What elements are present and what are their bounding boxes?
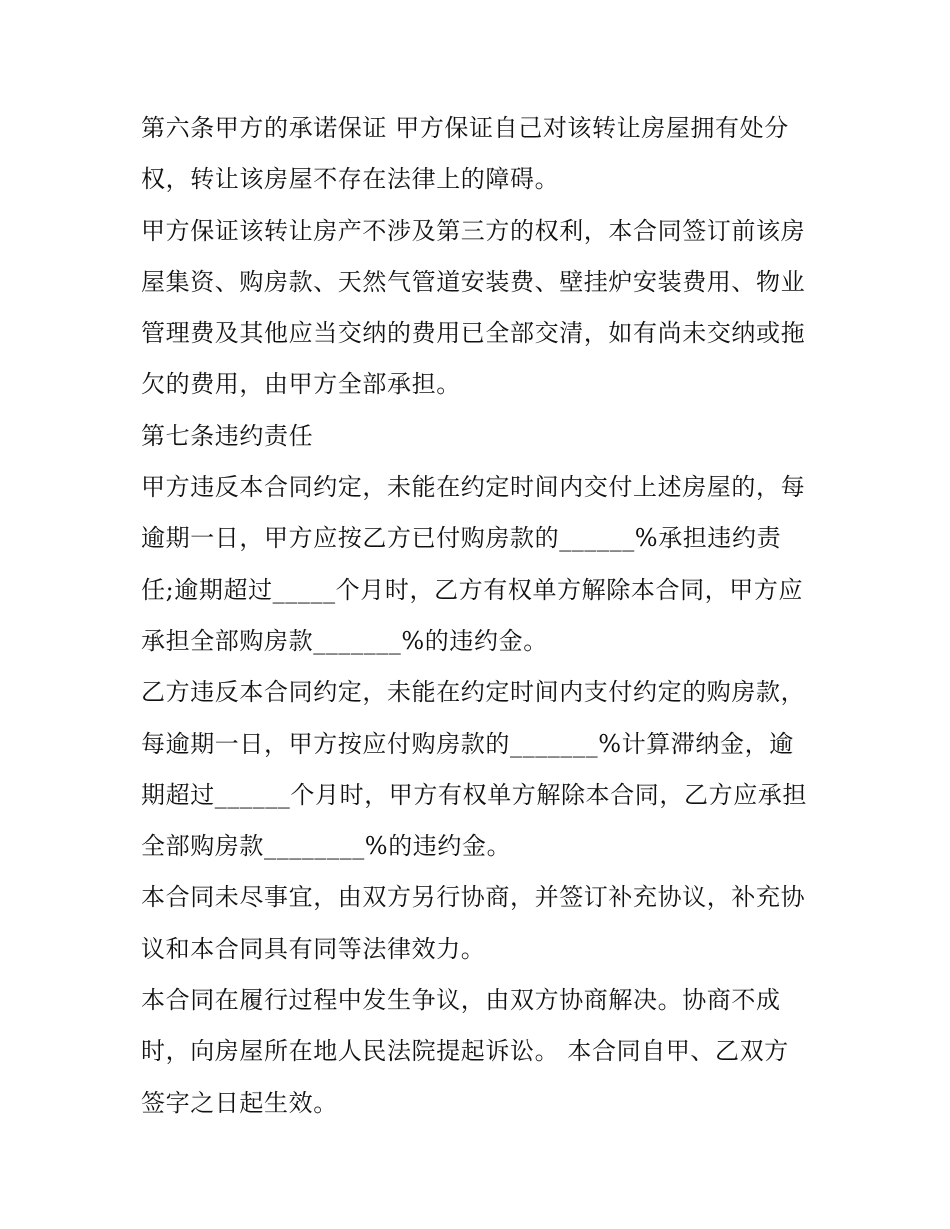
text-line: 乙方违反本合同约定，未能在约定时间内支付约定的购房款， <box>141 678 806 707</box>
text-line: 本合同未尽事宜，由双方另行协商，并签订补充协议，补充协 <box>141 883 806 912</box>
text-line: 签字之日起生效。 <box>141 1088 338 1117</box>
text-line: 期超过______个月时，甲方有权单方解除本合同，乙方应承担 <box>141 780 807 809</box>
text-line: 承担全部购房款_______%的违约金。 <box>141 626 548 655</box>
text-line: 逾期一日，甲方应按乙方已付购房款的______%承担违约责 <box>141 524 782 553</box>
text-line: 屋集资、购房款、天然气管道安装费、壁挂炉安装费用、物业 <box>141 267 806 296</box>
document-body <box>141 103 821 1129</box>
text-line: 欠的费用，由甲方全部承担。 <box>141 370 461 399</box>
section-heading: 第七条违约责任 <box>141 421 314 450</box>
text-line: 权，转让该房屋不存在法律上的障碍。 <box>141 165 560 194</box>
text-line: 第六条甲方的承诺保证 甲方保证自己对该转让房屋拥有处分 <box>141 114 789 142</box>
text-line: 管理费及其他应当交纳的费用已全部交清，如有尚未交纳或拖 <box>141 319 806 348</box>
text-line: 甲方保证该转让房产不涉及第三方的权利，本合同签订前该房 <box>141 216 806 245</box>
text-line: 时，向房屋所在地人民法院提起诉讼。 本合同自甲、乙双方 <box>141 1037 789 1066</box>
text-line: 议和本合同具有同等法律效力。 <box>141 934 486 963</box>
text-line: 任;逾期超过_____个月时，乙方有权单方解除本合同，甲方应 <box>141 575 804 604</box>
text-line: 每逾期一日，甲方按应付购房款的_______%计算滞纳金，逾 <box>141 729 794 758</box>
text-line: 本合同在履行过程中发生争议，由双方协商解决。协商不成 <box>141 986 781 1015</box>
text-line: 全部购房款________%的违约金。 <box>141 832 512 861</box>
text-line: 甲方违反本合同约定，未能在约定时间内交付上述房屋的，每 <box>141 473 806 502</box>
